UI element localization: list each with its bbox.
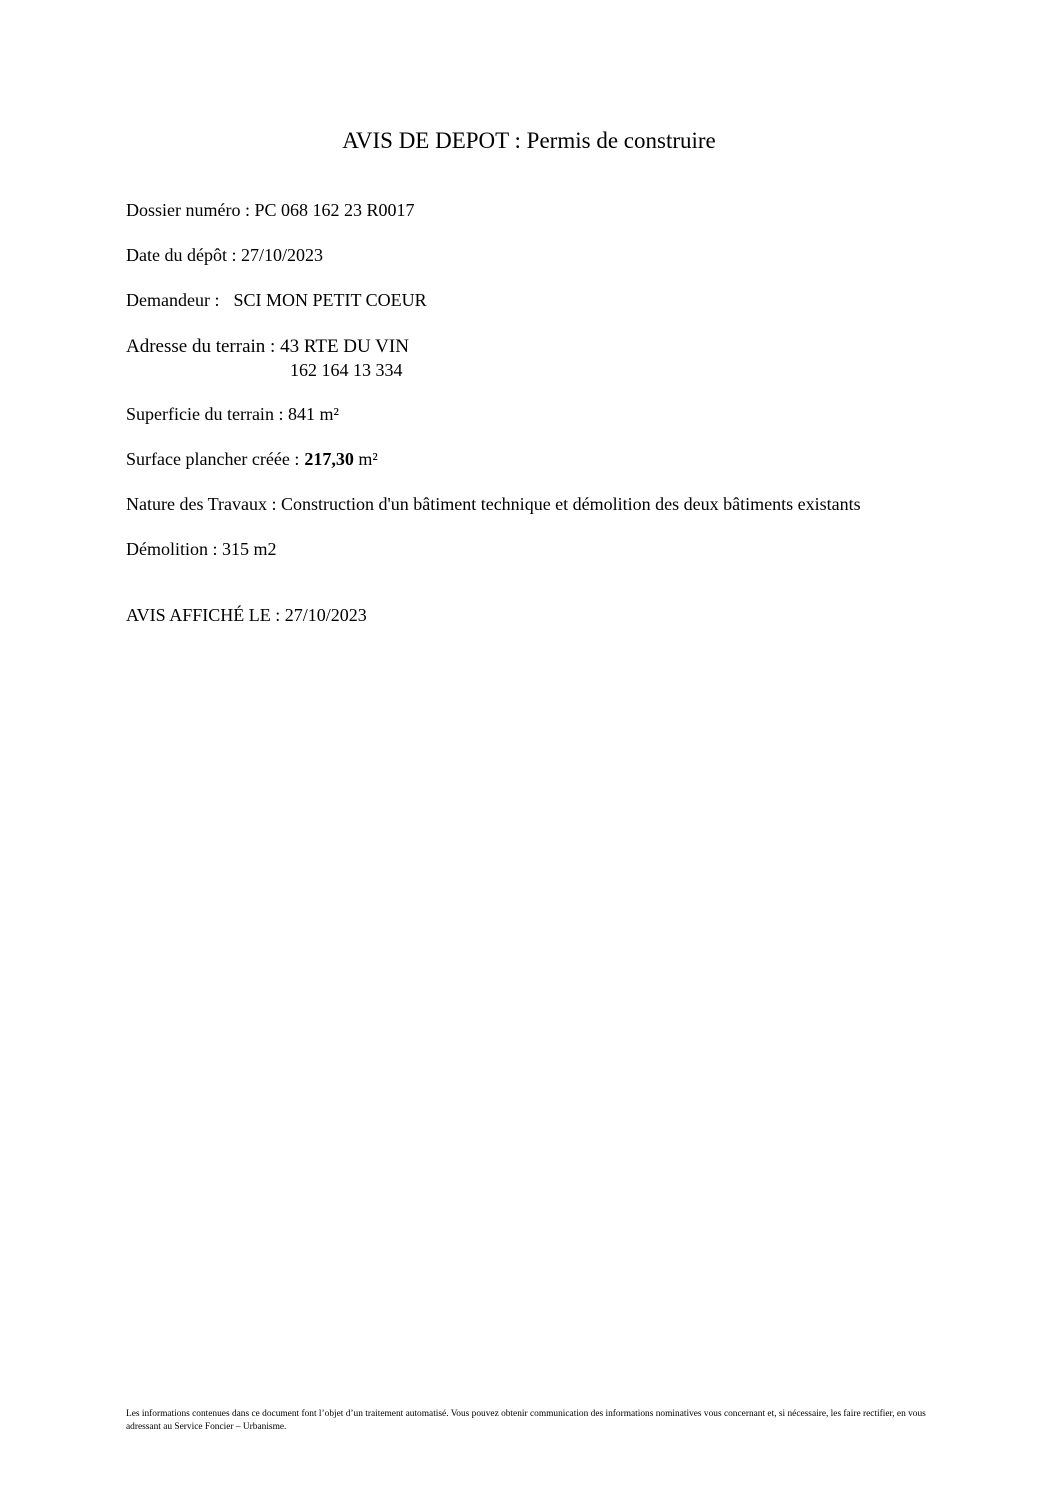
nature-travaux-line — [126, 493, 861, 515]
dossier-value: PC 068 162 23 R0017 — [254, 200, 415, 220]
adresse-line — [126, 336, 409, 358]
nature-travaux-value: Construction d'un bâtiment technique et démolition des deux bâtiments existants — [280, 494, 861, 514]
footer-notice: Les informations contenues dans ce document font l’objet d’un traitement automatisé. Vous pouvez obtenir communication des informations nominatives vous concernant et, si nécessaire, les faire rectifier, en vous adressant au Service Foncier – Urbanisme. — [126, 1409, 926, 1432]
surface-plancher-value: 217,30 — [304, 449, 354, 469]
date-depot-line — [126, 244, 323, 266]
surface-plancher-line — [126, 448, 378, 470]
superficie-label: Superficie du terrain : — [126, 404, 284, 424]
adresse-value: 43 RTE DU VIN — [280, 336, 409, 357]
demolition-label: Démolition : — [126, 539, 218, 559]
demandeur-line — [126, 289, 427, 311]
surface-plancher-label: Surface plancher créée : — [126, 449, 300, 469]
date-depot-label: Date du dépôt : — [126, 245, 237, 265]
dossier-label: Dossier numéro : — [126, 200, 250, 220]
nature-travaux-label: Nature des Travaux : — [126, 494, 277, 514]
dossier-line — [126, 199, 415, 221]
superficie-value: 841 m² — [287, 404, 339, 424]
demolition-line — [126, 538, 277, 560]
demandeur-value: SCI MON PETIT COEUR — [233, 290, 427, 310]
avis-affiche-label: AVIS AFFICHÉ LE : — [126, 605, 281, 625]
page-title: AVIS DE DEPOT : Permis de construire — [342, 128, 716, 153]
date-depot-value: 27/10/2023 — [240, 245, 323, 265]
surface-plancher-unit: m² — [358, 449, 378, 469]
superficie-line — [126, 403, 339, 425]
avis-affiche-line — [126, 604, 367, 626]
demolition-value: 315 m2 — [222, 539, 277, 559]
adresse-label: Adresse du terrain : — [126, 336, 276, 357]
demandeur-label: Demandeur : — [126, 290, 220, 310]
avis-affiche-value: 27/10/2023 — [284, 605, 367, 625]
adresse-parcelle: 162 164 13 334 — [290, 360, 403, 380]
